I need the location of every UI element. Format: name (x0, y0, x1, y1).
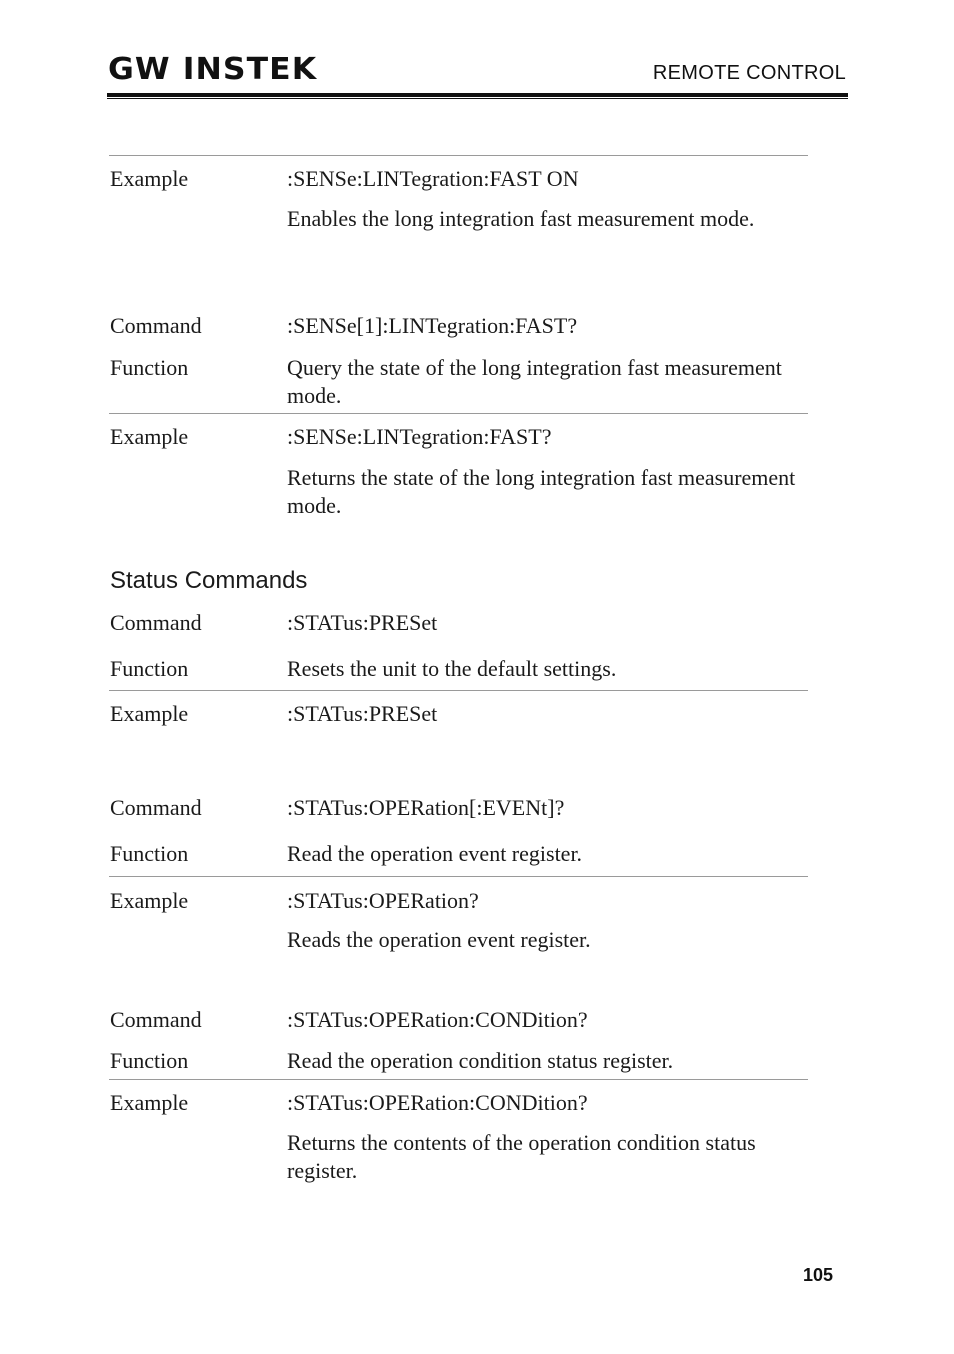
row-value-description: Reads the operation event register. (287, 927, 591, 952)
row-label-command: Command (110, 610, 202, 635)
row-value-description: Returns the contents of the operation condition status register. (287, 1130, 756, 1183)
row-label-function: Function (110, 355, 189, 380)
row-label-command: Command (110, 795, 202, 820)
row-label-example: Example (110, 1090, 189, 1115)
row-label-function: Function (110, 656, 189, 681)
row-label-function: Function (110, 1048, 189, 1073)
row-value-function: Query the state of the long integration fast measurement mode. (287, 355, 782, 408)
row-value-command: :SENSe[1]:LINTegration:FAST? (287, 313, 578, 338)
brand-logo: GW INSTEK (108, 52, 318, 87)
table-divider (109, 155, 808, 156)
row-value-command: :STATus:PRESet (287, 610, 438, 635)
row-value-command: :STATus:OPERation[:EVENt]? (287, 795, 565, 820)
row-label-command: Command (110, 313, 202, 338)
row-label-example: Example (110, 701, 189, 726)
row-value-description: Enables the long integration fast measurement mode. (287, 206, 755, 231)
row-value-example: :STATus:OPERation:CONDition? (287, 1090, 588, 1115)
row-value-command: :SENSe:LINTegration:FAST ON (287, 166, 579, 191)
row-value-example: :SENSe:LINTegration:FAST? (287, 424, 552, 449)
table-divider (109, 1079, 808, 1080)
row-label-command: Command (110, 1007, 202, 1032)
row-label-function: Function (110, 841, 189, 866)
table-divider (109, 413, 808, 414)
table-divider (109, 876, 808, 877)
row-value-description: Returns the state of the long integration fast measurement mode. (287, 465, 796, 518)
row-value-function: Resets the unit to the default settings. (287, 656, 617, 681)
row-value-example: :STATus:PRESet (287, 701, 438, 726)
row-value-example: :STATus:OPERation? (287, 888, 479, 913)
table-divider (109, 690, 808, 691)
row-value-command: :STATus:OPERation:CONDition? (287, 1007, 588, 1032)
row-value-function: Read the operation event register. (287, 841, 583, 866)
row-label-example: Example (110, 424, 189, 449)
row-label-example: Example (110, 888, 189, 913)
row-value-function: Read the operation condition status register. (287, 1048, 674, 1073)
section-subheading: Status Commands (110, 567, 308, 594)
section-title: REMOTE CONTROL (652, 62, 846, 84)
row-label-example: Example (110, 166, 189, 191)
header-rule-thick (107, 93, 848, 97)
page-number: 105 (803, 1265, 834, 1285)
header-rule-thin (107, 98, 848, 99)
